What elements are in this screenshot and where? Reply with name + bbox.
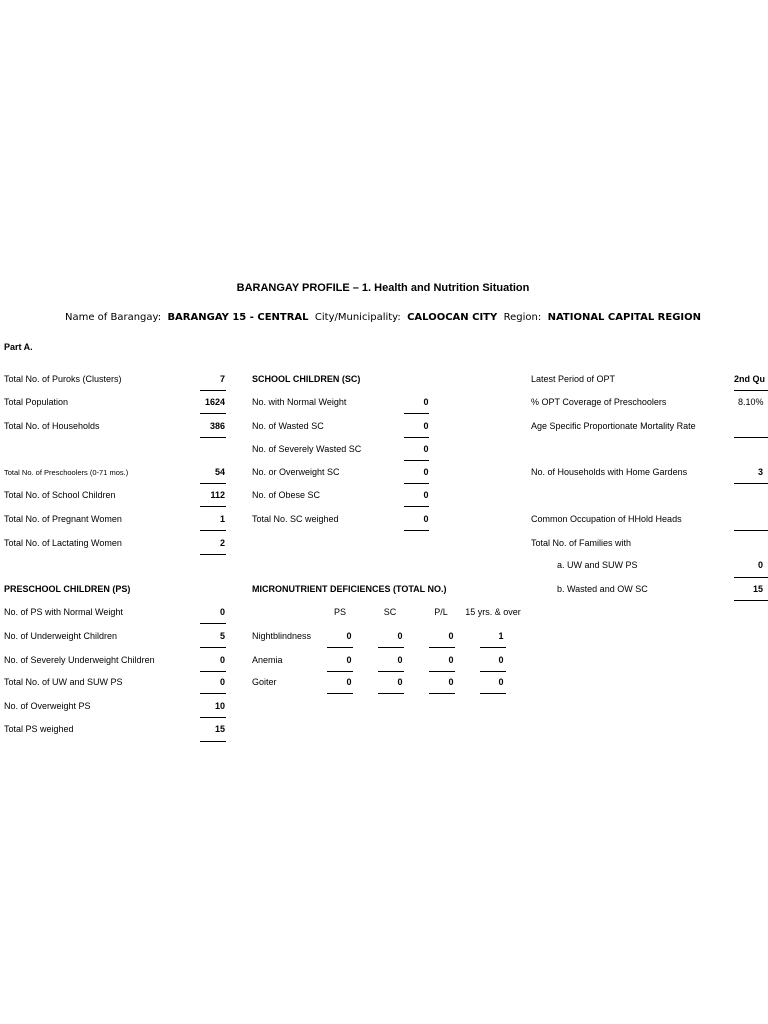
general-value-preschoolers: 54 [214,467,225,477]
underline [480,647,506,648]
underline [734,600,768,601]
underline [200,437,226,438]
underline [327,671,353,672]
sc-label-total-weighed: Total No. SC weighed [252,514,339,524]
general-label-school-children: Total No. of School Children [4,490,116,500]
mn-label-goiter: Goiter [252,677,277,687]
families-b-label: b. Wasted and OW SC [557,584,648,594]
opt-coverage-label: % OPT Coverage of Preschoolers [531,397,667,407]
general-value-population: 1624 [204,397,225,407]
general-value-households: 386 [209,421,225,431]
barangay-label: Name of Barangay: [64,312,162,323]
underline [734,390,768,391]
families-a-value: 0 [758,560,764,570]
general-value-puroks: 7 [219,374,225,384]
ps-value-total-weighed: 15 [214,724,225,734]
opt-coverage-value: 8.10% [738,397,764,407]
families-label: Total No. of Families with [531,538,632,548]
region-value: NATIONAL CAPITAL REGION [547,312,702,323]
ps-label-underweight: No. of Underweight Children [4,631,118,641]
mn-col-15-over: 15 yrs. & over [465,607,521,617]
barangay-header-row [0,312,766,323]
ps-value-underweight: 5 [219,631,225,641]
sc-label-normal: No. with Normal Weight [252,397,347,407]
underline [734,483,768,484]
sc-value-normal: 0 [423,397,429,407]
mn-value-goiter-pl: 0 [448,677,454,687]
underline [200,647,226,648]
mn-value-nightblindness-15-over: 1 [498,631,504,641]
general-label-preschoolers: Total No. of Preschoolers (0-71 mos.) [4,468,129,477]
underline [404,483,429,484]
underline [200,717,226,718]
general-label-puroks: Total No. of Puroks (Clusters) [4,374,122,384]
general-value-lactating: 2 [219,538,225,548]
home-gardens-value: 3 [758,467,764,477]
region-label: Region: [503,312,542,323]
school-children-heading: SCHOOL CHILDREN (SC) [252,374,361,384]
ps-value-overweight: 10 [214,701,225,711]
underline [734,530,768,531]
underline [200,554,226,555]
sc-label-wasted: No. of Wasted SC [252,421,324,431]
underline [429,671,455,672]
mn-value-anemia-pl: 0 [448,655,454,665]
general-value-pregnant: 1 [219,514,225,524]
general-value-school-children: 112 [210,490,225,500]
mn-value-nightblindness-pl: 0 [448,631,454,641]
ps-label-normal: No. of PS with Normal Weight [4,607,123,617]
mn-value-anemia-ps: 0 [346,655,352,665]
underline [404,413,429,414]
underline [429,693,455,694]
underline [734,577,768,578]
mn-value-goiter-15-over: 0 [498,677,504,687]
ps-value-severely-underweight: 0 [219,655,225,665]
underline [327,647,353,648]
opt-period-label: Latest Period of OPT [531,374,616,384]
mn-value-goiter-ps: 0 [346,677,352,687]
barangay-value: BARANGAY 15 - CENTRAL [167,312,309,323]
sc-value-total-weighed: 0 [423,514,429,524]
opt-period-value: 2nd Qu [734,374,765,384]
underline [200,413,226,414]
ps-label-severely-underweight: No. of Severely Underweight Children [4,655,155,665]
ps-value-normal: 0 [219,607,225,617]
underline [200,506,226,507]
underline [480,693,506,694]
underline [200,483,226,484]
general-label-households: Total No. of Households [4,421,100,431]
underline [200,671,226,672]
ps-label-overweight: No. of Overweight PS [4,701,91,711]
underline [200,530,226,531]
underline [200,693,226,694]
underline [734,437,768,438]
mn-value-anemia-sc: 0 [397,655,403,665]
underline [327,693,353,694]
home-gardens-label: No. of Households with Home Gardens [531,467,688,477]
mn-value-nightblindness-sc: 0 [397,631,403,641]
underline [404,460,429,461]
page-title: BARANGAY PROFILE – 1. Health and Nutrition Situation [236,282,530,294]
general-label-population: Total Population [4,397,69,407]
mortality-rate-label: Age Specific Proportionate Mortality Rate [531,421,696,431]
underline [378,671,404,672]
occupation-label: Common Occupation of HHold Heads [531,514,682,524]
underline [378,647,404,648]
underline [429,647,455,648]
city-value: CALOOCAN CITY [407,312,498,323]
mn-value-anemia-15-over: 0 [498,655,504,665]
general-label-lactating: Total No. of Lactating Women [4,538,122,548]
underline [480,671,506,672]
general-label-pregnant: Total No. of Pregnant Women [4,514,122,524]
sc-value-obese: 0 [423,490,429,500]
underline [404,530,429,531]
sc-label-obese: No. of Obese SC [252,490,321,500]
underline [378,693,404,694]
preschool-heading: PRESCHOOL CHILDREN (PS) [4,584,131,594]
sc-value-overweight: 0 [423,467,429,477]
ps-value-uw-suw: 0 [219,677,225,687]
mn-col-sc: SC [383,607,397,617]
micronutrient-heading: MICRONUTRIENT DEFICIENCES (TOTAL NO.) [252,584,447,594]
mn-label-anemia: Anemia [252,655,283,665]
ps-label-uw-suw: Total No. of UW and SUW PS [4,677,123,687]
underline [200,623,226,624]
underline [404,506,429,507]
underline [200,741,226,742]
ps-label-total-weighed: Total PS weighed [4,724,74,734]
mn-value-nightblindness-ps: 0 [346,631,352,641]
underline [200,390,226,391]
families-b-value: 15 [753,584,764,594]
families-a-label: a. UW and SUW PS [557,560,638,570]
city-label: City/Municipality: [314,312,401,323]
sc-label-overweight: No. or Overweight SC [252,467,340,477]
mn-label-nightblindness: Nightblindness [252,631,312,641]
underline [404,437,429,438]
mn-col-pl: P/L [434,607,448,617]
sc-value-wasted: 0 [423,421,429,431]
part-label: Part A. [4,342,33,352]
mn-value-goiter-sc: 0 [397,677,403,687]
sc-label-severely-wasted: No. of Severely Wasted SC [252,444,362,454]
sc-value-severely-wasted: 0 [423,444,429,454]
mn-col-ps: PS [333,607,346,617]
